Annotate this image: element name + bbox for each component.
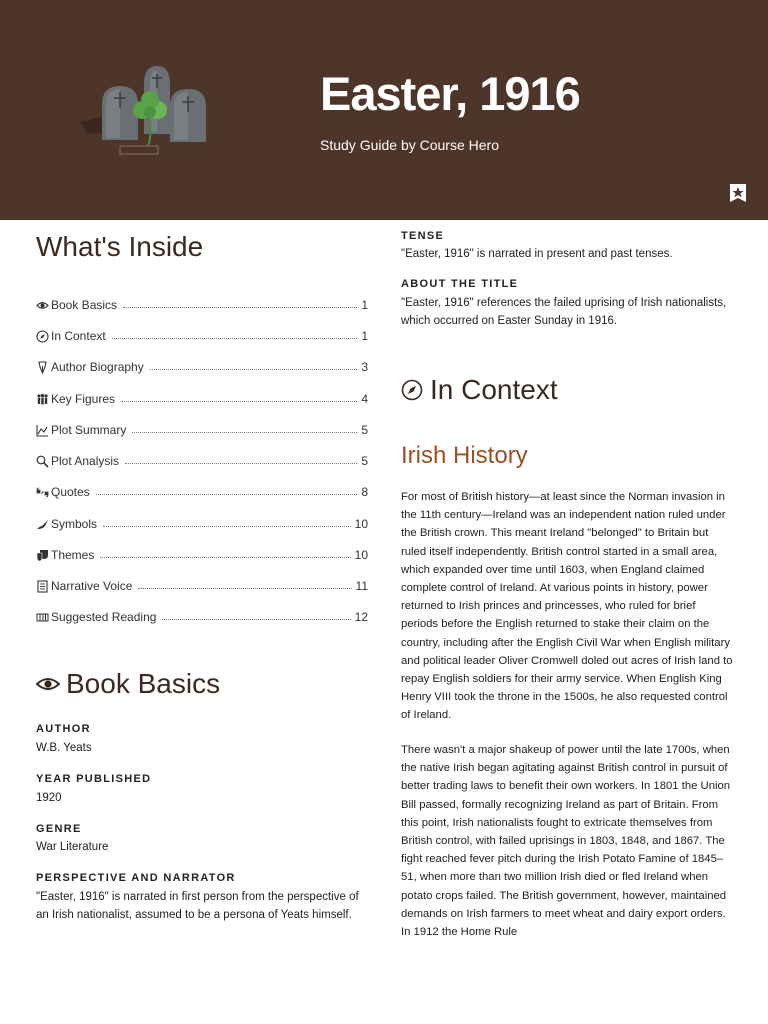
- toc-page: 3: [361, 360, 368, 374]
- toc-page: 5: [361, 423, 368, 437]
- perspective-label: PERSPECTIVE AND NARRATOR: [36, 872, 236, 884]
- toc-leader: [138, 588, 351, 589]
- toc-page: 10: [354, 548, 368, 562]
- irish-history-paragraph-1: For most of British history—at least since the Norman invasion in the 11th century—Ireland was an independent nation ruled under the British crown. This meant Ireland "belonged" to Britain but ruled itself independently. British control started in a small area, which expanded over time until 1603, when England claimed complete control of Ireland. At various points in history, power returned to Irish princes and princesses, who ruled for brief periods before the English returned to stake their claim on the country, including after the English Civil War when English military and political leader Oliver Cromwell doled out acres of Irish land to repay English soldiers for their army service. When English King Henry VIII took the throne in the 1500s, he also requested control of Ireland.: [401, 491, 733, 722]
- pen-nib-icon: [36, 361, 49, 374]
- toc-leader: [100, 557, 350, 558]
- toc-label: Key Figures: [51, 392, 116, 406]
- toc-item-themes[interactable]: [36, 544, 368, 562]
- toc-item-book-basics[interactable]: [36, 294, 368, 312]
- book-basics-heading: [36, 668, 220, 700]
- books-icon: [36, 611, 49, 624]
- toc-item-narrative-voice[interactable]: [36, 575, 368, 593]
- eye-icon: [36, 676, 60, 692]
- toc-page: 1: [361, 329, 368, 343]
- toc-leader: [132, 432, 357, 433]
- about-title-value: "Easter, 1916" references the failed uprising of Irish nationalists, which occurred on Easter Sunday in 1916.: [401, 297, 727, 327]
- toc-item-plot-summary[interactable]: [36, 419, 368, 437]
- toc-leader: [96, 494, 358, 495]
- genre-label: GENRE: [36, 823, 82, 835]
- people-icon: [36, 393, 49, 406]
- tense-value: "Easter, 1916" is narrated in present and past tenses.: [401, 248, 673, 260]
- toc-label: Plot Summary: [51, 423, 127, 437]
- in-context-heading: [401, 374, 558, 406]
- genre-value: War Literature: [36, 841, 109, 853]
- book-basics-title: Book Basics: [66, 668, 221, 699]
- quote-icon: [36, 486, 49, 499]
- toc-title: What's Inside: [36, 231, 204, 262]
- toc-item-quotes[interactable]: [36, 481, 368, 499]
- toc-leader: [121, 401, 357, 402]
- toc-page: 8: [361, 485, 368, 499]
- document-icon: [36, 580, 49, 593]
- tense-label: TENSE: [401, 230, 445, 242]
- toc-leader: [162, 619, 350, 620]
- toc-label: Symbols: [51, 517, 98, 531]
- toc-leader: [123, 307, 357, 308]
- toc-page: 10: [354, 517, 368, 531]
- chart-icon: [36, 424, 49, 437]
- toc-page: 12: [354, 610, 368, 624]
- toc-leader: [125, 463, 357, 464]
- toc-label: Narrative Voice: [51, 579, 133, 593]
- toc-label: Book Basics: [51, 298, 118, 312]
- toc-label: Suggested Reading: [51, 610, 157, 624]
- irish-history-paragraph-2: There wasn't a major shakeup of power until the late 1700s, when the native Irish began agitating against British control in pursuit of better trading laws to benefit their own workers. In 1801 the Union Bill passed, formally recognizing Ireland as part of Britain. From this point, Irish nationalists fought to extricate themselves from British control, with failed uprisings in 1803, 1848, and 1867. The fight reached fever pitch during the Irish Potato Famine of 1845–51, when more than two million Irish died or fled Ireland when potato crops failed. The British government, however, maintained demands on Irish farmers to meet wheat and dairy export orders. In 1912 the Home Rule: [401, 744, 731, 939]
- author-label: AUTHOR: [36, 723, 91, 735]
- toc-item-suggested-reading[interactable]: [36, 606, 368, 624]
- toc-leader: [103, 526, 351, 527]
- year-label: YEAR PUBLISHED: [36, 773, 152, 785]
- header-banner: [0, 0, 768, 220]
- masks-icon: [36, 549, 49, 562]
- toc-page: 1: [361, 298, 368, 312]
- toc-item-in-context[interactable]: [36, 325, 368, 343]
- compass-icon: [401, 379, 423, 401]
- toc-page: 5: [361, 454, 368, 468]
- bookmark-star-icon[interactable]: [728, 183, 748, 203]
- gravestones-shamrock-icon: [80, 62, 220, 158]
- compass-icon: [36, 330, 49, 343]
- author-value: W.B. Yeats: [36, 742, 92, 754]
- about-title-label: ABOUT THE TITLE: [401, 278, 519, 290]
- toc-label: Plot Analysis: [51, 454, 120, 468]
- toc-label: Quotes: [51, 485, 90, 499]
- perspective-value: "Easter, 1916" is narrated in first person from the perspective of an Irish nationalist, assumed to be a persona of Yeats himself.: [36, 891, 359, 921]
- toc-label: In Context: [51, 329, 106, 343]
- toc-page: 4: [361, 392, 368, 406]
- irish-history-heading: Irish History: [401, 442, 528, 469]
- toc-item-key-figures[interactable]: [36, 388, 368, 406]
- toc-page: 11: [355, 579, 368, 593]
- page-title: Easter, 1916: [320, 67, 580, 120]
- toc-leader: [112, 338, 358, 339]
- toc-label: Author Biography: [51, 360, 144, 374]
- toc-item-plot-analysis[interactable]: [36, 450, 368, 468]
- magnifier-icon: [36, 455, 49, 468]
- page-subtitle: Study Guide by Course Hero: [320, 137, 499, 153]
- toc-item-symbols[interactable]: [36, 513, 368, 531]
- year-value: 1920: [36, 792, 62, 804]
- toc-item-author-biography[interactable]: [36, 356, 368, 374]
- in-context-title: In Context: [430, 374, 558, 405]
- toc-label: Themes: [51, 548, 95, 562]
- toc-leader: [150, 369, 358, 370]
- eye-icon: [36, 299, 49, 312]
- bird-icon: [36, 518, 49, 531]
